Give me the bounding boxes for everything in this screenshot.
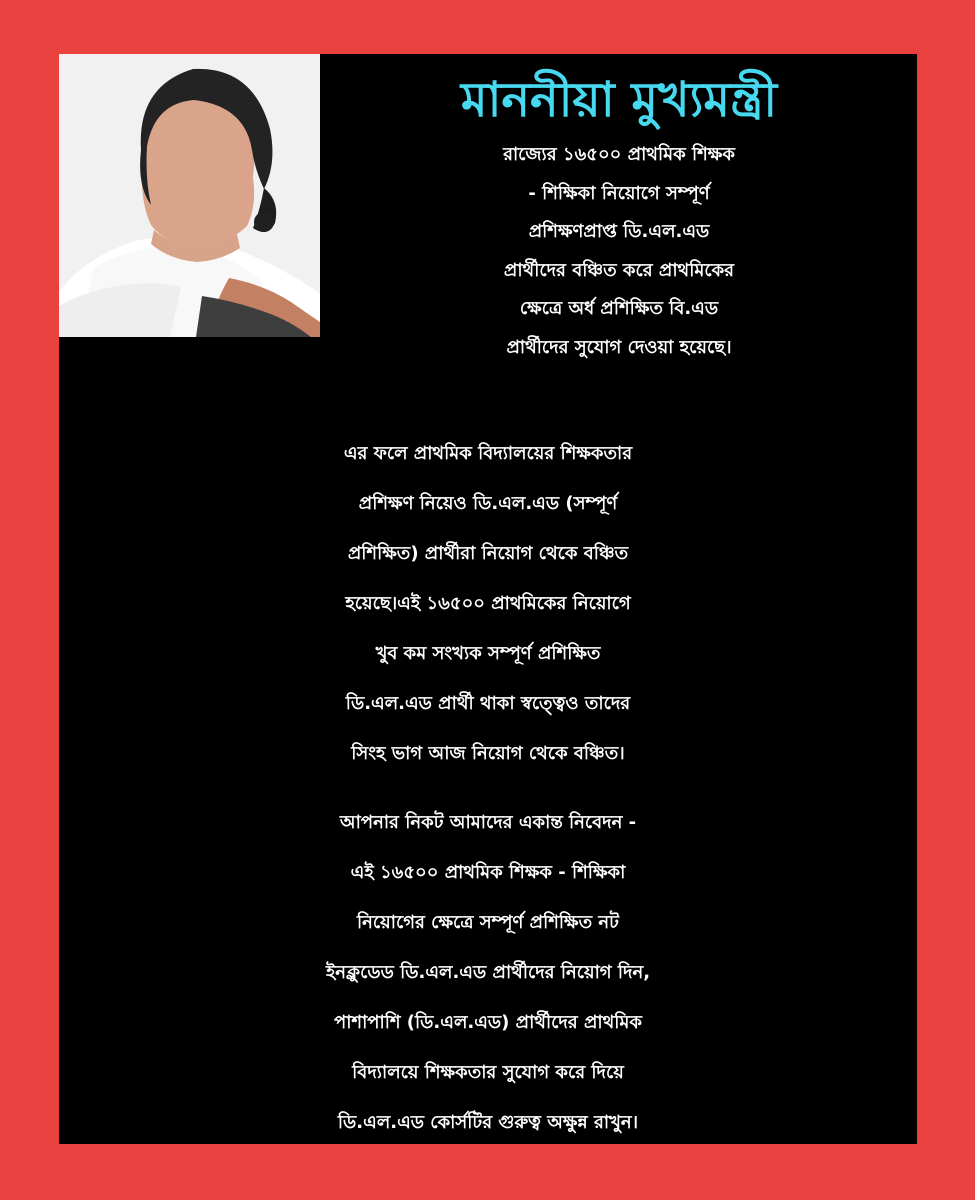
paragraph-line: ইনক্লুডেড ডি.এল.এড প্রার্থীদের নিয়োগ দিন, [325, 962, 651, 983]
paragraph-2 [59, 798, 917, 1144]
paragraph-line: পাশাপাশি (ডি.এল.এড) প্রার্থীদের প্রাথমিক [333, 1012, 643, 1033]
paragraph-line: প্রশিক্ষিত) প্রার্থীরা নিয়োগ থেকে বঞ্চিত [347, 543, 629, 564]
page-title: মাননীয়া মুখ্যমন্ত্রী [460, 72, 778, 128]
paragraph-line: সিংহ ভাগ আজ নিয়োগ থেকে বঞ্চিত। [351, 743, 625, 764]
paragraph-1 [59, 429, 917, 779]
paragraph-line: প্রশিক্ষণ নিয়েও ডি.এল.এড (সম্পূর্ণ [358, 493, 618, 514]
intro-text [321, 136, 917, 367]
intro-line: প্রার্থীদের বঞ্চিত করে প্রাথমিকের [503, 259, 735, 281]
intro-line: প্রার্থীদের সুযোগ দেওয়া হয়েছে। [506, 336, 732, 358]
paragraph-line: এই ১৬৫০০ প্রাথমিক শিক্ষক - শিক্ষিকা [350, 862, 626, 883]
paragraph-line: এর ফলে প্রাথমিক বিদ্যালয়ের শিক্ষকতার [343, 443, 633, 464]
message-panel [59, 54, 917, 1144]
intro-line: প্রশিক্ষণপ্রাপ্ত ডি.এল.এড [528, 221, 710, 242]
paragraph-line: ডি.এল.এড প্রার্থী থাকা স্বত্ত্বেও তাদের [345, 693, 631, 714]
intro-line: - শিক্ষিকা নিয়োগে সম্পূর্ণ [528, 182, 710, 204]
paragraph-line: খুব কম সংখ্যক সম্পূর্ণ প্রশিক্ষিত [375, 643, 601, 664]
paragraph-line: বিদ্যালয়ে শিক্ষকতার সুযোগ করে দিয়ে [352, 1062, 624, 1083]
paragraph-line: নিয়োগের ক্ষেত্রে সম্পূর্ণ প্রশিক্ষিত নট [357, 912, 619, 933]
intro-line: রাজ্যের ১৬৫০০ প্রাথমিক শিক্ষক [503, 144, 735, 165]
paragraph-line: ডি.এল.এড কোর্সটির গুরুত্ব অক্ষুন্ন রাখুন। [337, 1112, 639, 1133]
paragraph-line: আপনার নিকট আমাদের একান্ত নিবেদন - [339, 812, 637, 833]
portrait-photo [59, 54, 320, 337]
intro-line: ক্ষেত্রে অর্ধ প্রশিক্ষিত বি.এড [519, 298, 719, 319]
paragraph-line: হয়েছে।এই ১৬৫০০ প্রাথমিকের নিয়োগে [345, 593, 631, 614]
